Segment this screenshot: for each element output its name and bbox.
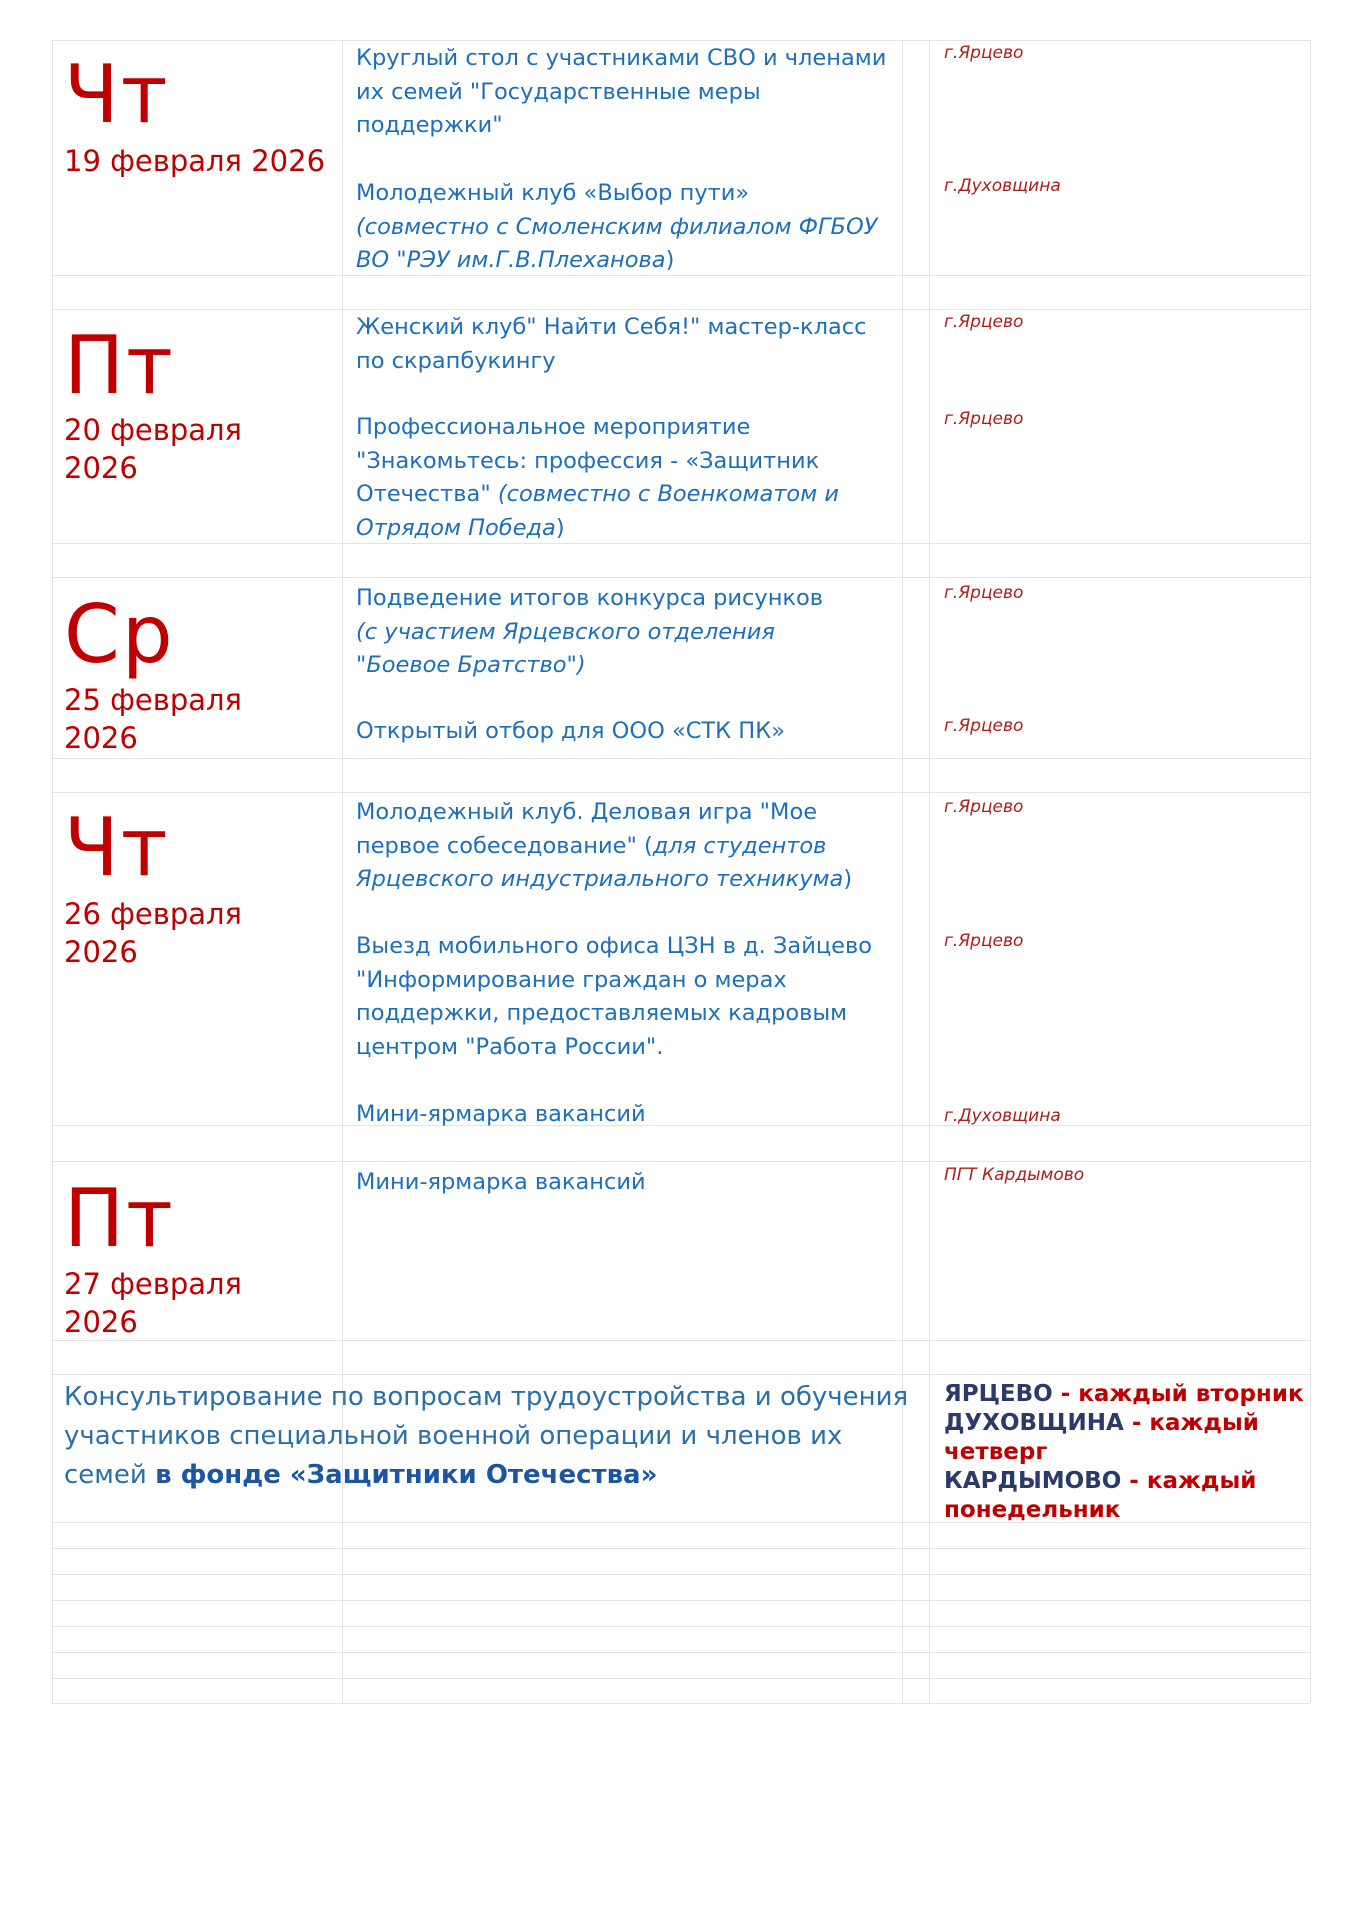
grid-line bbox=[52, 792, 1310, 793]
day-weekday: Чт bbox=[64, 48, 170, 141]
event-item bbox=[356, 1098, 896, 1132]
event-title: Профессиональное мероприятие "Знакомьтесь: профессия - «Защитник Отечества" bbox=[356, 414, 820, 507]
event-title: Мини-ярмарка вакансий bbox=[356, 1101, 646, 1127]
event-note: (с участием Ярцевского отделения "Боевое Братство") bbox=[356, 618, 775, 678]
event-tail: ) bbox=[555, 514, 565, 541]
schedule-when: каждый вторник bbox=[1078, 1381, 1304, 1407]
event-title: Круглый стол с участниками СВО и членами их семей "Государственные меры поддержки" bbox=[356, 45, 887, 138]
grid-line bbox=[52, 1678, 1310, 1679]
grid-line bbox=[52, 1626, 1310, 1627]
day-weekday: Ср bbox=[64, 588, 175, 681]
schedule-city: КАРДЫМОВО bbox=[944, 1468, 1122, 1494]
grid-line bbox=[52, 1574, 1310, 1575]
schedule-city: ДУХОВЩИНА bbox=[944, 1410, 1124, 1436]
event-title: Открытый отбор для ООО «СТК ПК» bbox=[356, 718, 785, 744]
event-location: г.Ярцево bbox=[944, 716, 1024, 736]
event-location: г.Духовщина bbox=[944, 1106, 1061, 1126]
grid-line bbox=[52, 758, 1310, 759]
event-location: г.Ярцево bbox=[944, 583, 1024, 603]
event-item bbox=[356, 796, 896, 897]
event-location: г.Ярцево bbox=[944, 43, 1024, 63]
consultation-description: Консультирование по вопросам трудоустройства и обучения участников специальной военной операции и членов их семей bbox=[64, 1382, 909, 1490]
event-note: для студентов Ярцевского индустриального техникума bbox=[356, 832, 844, 892]
event-item bbox=[356, 582, 896, 683]
event-location: г.Ярцево bbox=[944, 797, 1024, 817]
day-date: 27 февраля 2026 bbox=[64, 1267, 243, 1339]
grid-line bbox=[52, 1548, 1310, 1549]
schedule-sep: - bbox=[1052, 1381, 1079, 1407]
event-item bbox=[356, 715, 896, 749]
event-title: Мини-ярмарка вакансий bbox=[356, 1169, 646, 1195]
schedule-city: ЯРЦЕВО bbox=[944, 1381, 1053, 1407]
day-weekday: Пт bbox=[64, 319, 175, 412]
day-weekday: Пт bbox=[64, 1172, 175, 1265]
schedule-when: каждый четверг bbox=[944, 1410, 1259, 1465]
day-date: 20 февраля 2026 bbox=[64, 413, 243, 485]
event-location: г.Духовщина bbox=[944, 176, 1061, 196]
event-location: г.Ярцево bbox=[944, 312, 1024, 332]
grid-line bbox=[52, 1652, 1310, 1653]
grid-line bbox=[52, 309, 1310, 310]
grid-line bbox=[52, 1600, 1310, 1601]
event-title: Молодежный клуб. Деловая игра "Мое первое собеседование" ( bbox=[356, 799, 818, 859]
grid-line bbox=[52, 1703, 1310, 1704]
event-location: г.Ярцево bbox=[944, 931, 1024, 951]
event-location: ПГТ Кардымово bbox=[944, 1165, 1085, 1185]
grid-line bbox=[52, 40, 53, 1703]
schedule-item bbox=[944, 1409, 1314, 1467]
day-date: 26 февраля 2026 bbox=[64, 897, 243, 969]
event-location: г.Ярцево bbox=[944, 409, 1024, 429]
schedule-sep: - bbox=[1121, 1468, 1147, 1494]
event-item bbox=[356, 930, 896, 1064]
event-title: Подведение итогов конкурса рисунков bbox=[356, 585, 824, 611]
day-weekday: Чт bbox=[64, 801, 170, 894]
event-title: Молодежный клуб «Выбор пути» bbox=[356, 180, 750, 206]
event-tail: ) bbox=[665, 247, 675, 273]
event-title: Выезд мобильного офиса ЦЗН в д. Зайцево "Информирование граждан о мерах поддержки, предоставляемых кадровым центром "Работа России". bbox=[356, 933, 873, 1060]
grid-line bbox=[52, 40, 1310, 41]
consultation-schedule bbox=[944, 1380, 1314, 1525]
day-date: 25 февраля 2026 bbox=[64, 683, 243, 755]
schedule-sep: - bbox=[1123, 1410, 1150, 1436]
event-item bbox=[356, 177, 896, 278]
grid-line bbox=[52, 1161, 1310, 1162]
event-item bbox=[356, 411, 896, 545]
grid-line bbox=[52, 577, 1310, 578]
event-item bbox=[356, 42, 896, 143]
event-item bbox=[356, 1166, 896, 1200]
event-note: (совместно с Смоленским филиалом ФГБОУ ВО "РЭУ им.Г.В.Плеханова bbox=[356, 213, 878, 273]
consultation-fund: в фонде «Защитники Отечества» bbox=[155, 1460, 658, 1490]
schedule-when: каждый понедельник bbox=[944, 1468, 1257, 1523]
schedule-item bbox=[944, 1467, 1314, 1525]
schedule-item bbox=[944, 1380, 1314, 1409]
event-title: Женский клуб" Найти Себя!" мастер-класс по скрапбукингу bbox=[356, 314, 867, 374]
day-date: 19 февраля 2026 bbox=[64, 144, 326, 178]
event-note: (совместно с Военкоматом и Отрядом Победа bbox=[356, 481, 839, 541]
grid-line bbox=[929, 40, 930, 1703]
event-tail: ) bbox=[843, 866, 853, 892]
event-item bbox=[356, 311, 896, 378]
grid-line bbox=[52, 1374, 1310, 1375]
consultation-text bbox=[64, 1378, 924, 1495]
